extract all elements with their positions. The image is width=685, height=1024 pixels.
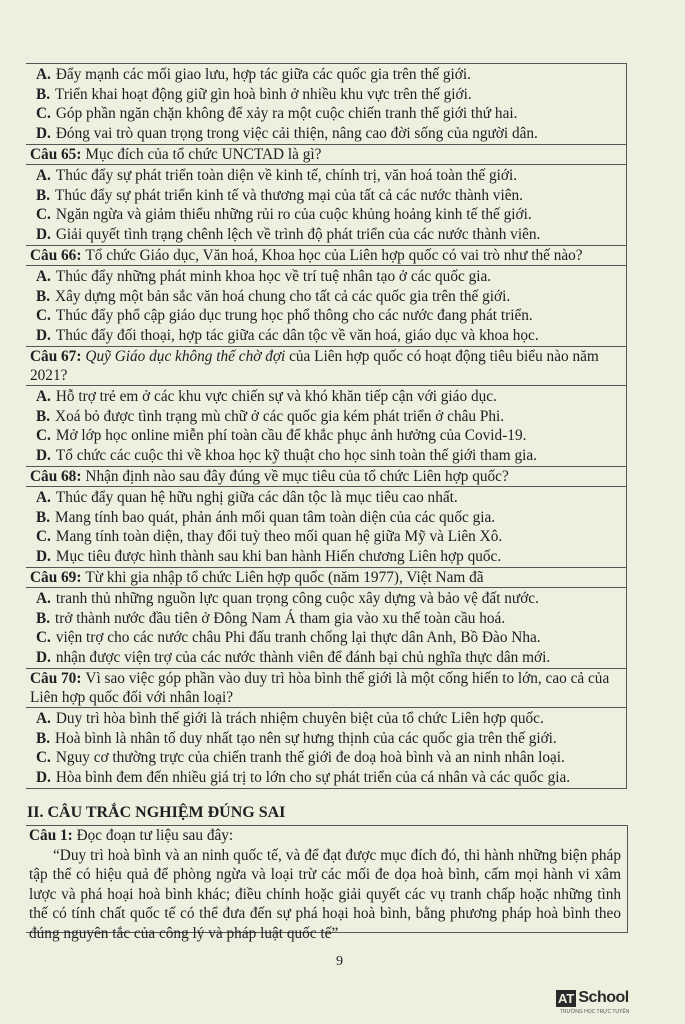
options-group [26,386,626,467]
option-letter: D. [36,446,51,464]
options-group [26,487,626,568]
logo-name: School [578,989,629,1006]
option-text: Thúc đẩy những phát minh khoa học về trí tuệ nhân tạo ở các quốc gia. [55,268,492,285]
answer-option [36,446,626,466]
answer-option [36,287,626,307]
option-text: Thúc đẩy đối thoại, hợp tác giữa các dân tộc về văn hoá, giáo dục và khoa học. [55,326,539,344]
option-text: Xây dựng một bản sắc văn hoá chung cho tất cả các quốc gia trên thế giới. [55,287,511,305]
question-row [26,568,626,588]
answer-option [36,547,626,567]
option-letter: D. [36,648,51,666]
question-label: Câu 65: [30,146,82,163]
option-text: Góp phần ngăn chặn không để xảy ra một cuộc chiến tranh thế giới thứ hai. [55,105,518,122]
option-text: Mở lớp học online miễn phí toàn cầu để khắc phục ảnh hưởng của Covid-19. [55,427,527,444]
option-text: Thúc đẩy sự phát triển toàn diện về kinh tế, chính trị, văn hoá toàn thế giới. [55,167,518,184]
option-text: viện trợ cho các nước châu Phi đấu tranh chống lại thực dân Anh, Bồ Đào Nha. [55,629,541,646]
answer-option [36,426,626,446]
option-letter: C. [36,749,51,766]
answer-option [36,709,626,729]
option-text: Nguy cơ thường trực của chiến tranh thế giới đe doạ hoà bình và an ninh nhân loại. [55,749,565,766]
option-text: nhận được viện trợ của các nước thành viên để đánh bại chủ nghĩa thực dân mới. [55,648,551,666]
option-letter: C. [36,206,51,223]
answer-option [36,225,626,245]
answer-option [36,166,626,186]
option-letter: D. [36,547,51,565]
option-letter: A. [36,590,51,607]
option-text: Mang tính toàn diện, thay đổi tuỳ theo mối quan hệ giữa Mỹ và Liên Xô. [55,528,503,545]
answer-option [36,104,626,124]
options-group [26,708,626,789]
option-letter: C. [36,629,51,646]
answer-option [36,508,626,528]
option-text: Mang tính bao quát, phản ánh mối quan tâm toàn diện của các quốc gia. [55,508,496,526]
option-letter: C. [36,105,51,122]
answer-option [36,85,626,105]
question-row [26,145,626,165]
question-label: Câu 1: [29,827,73,844]
option-letter: A. [36,167,51,184]
option-letter: D. [36,326,51,344]
question-text: Tổ chức Giáo dục, Văn hoá, Khoa học của Liên hợp quốc có vai trò như thế nào? [85,247,583,264]
option-letter: A. [36,268,51,285]
question-text: Mục đích của tổ chức UNCTAD là gì? [85,146,322,163]
options-group [26,588,626,669]
answer-option [36,748,626,768]
option-letter: D. [36,225,51,243]
option-text: Thúc đẩy sự phát triển kinh tế và thương mại của tất cả các nước thành viên. [55,186,523,204]
option-text: Tổ chức các cuộc thi về khoa học kỹ thuật cho học sinh toàn thế giới tham gia. [55,446,537,464]
option-letter: B. [36,85,51,103]
option-letter: B. [36,609,51,627]
question-row [26,246,626,266]
option-text: Hòa bình đem đến nhiều giá trị to lớn cho sự phát triển của cá nhân và các quốc gia. [55,768,571,786]
question-label: Câu 68: [30,468,82,485]
answer-option [36,729,626,749]
question-label: Câu 70: [30,670,82,687]
option-letter: A. [36,710,51,727]
page-number: 9 [336,954,343,969]
question-row [26,669,626,708]
option-letter: C. [36,528,51,545]
option-letter: B. [36,186,51,204]
answer-option [36,589,626,609]
source-box [26,825,628,942]
question-1 [29,826,627,846]
option-letter: B. [36,729,51,747]
options-group [26,266,626,347]
answer-option [36,326,626,346]
option-letter: D. [36,768,51,786]
answer-option [36,628,626,648]
answer-option [36,407,626,427]
answer-option [36,527,626,547]
question-italic-title: Quỹ Giáo dục không thể chờ đợi [85,348,286,365]
answer-option [36,65,626,85]
question-text: Từ khi gia nhập tổ chức Liên hợp quốc (năm 1977), Việt Nam đã [85,569,484,586]
option-text: Hỗ trợ trẻ em ở các khu vực chiến sự và khó khăn tiếp cận với giáo dục. [55,388,497,405]
option-letter: B. [36,287,51,305]
option-text: Xoá bỏ được tình trạng mù chữ ở các quốc gia kém phát triển ở châu Phi. [55,407,505,425]
option-text: Giải quyết tình trạng chênh lệch về trình độ phát triển của các nước thành viên. [55,225,541,243]
logo-tagline: TRƯỜNG HỌC TRỰC TUYẾN [560,1009,630,1015]
atschool-logo [556,989,630,1015]
option-letter: A. [36,489,51,506]
option-letter: A. [36,388,51,405]
answer-option [36,768,626,788]
question-label: Câu 66: [30,247,82,264]
answer-option [36,609,626,629]
option-letter: B. [36,407,51,425]
answer-option [36,648,626,668]
answer-option [36,124,626,144]
source-quote: “Duy trì hoà bình và an ninh quốc tế, và để đạt được mục đích đó, thi hành những biện pháp tập thể có hiệu quả để phòng ngừa và loại trừ các mối đe dọa hoà bình, cấm mọi hành vi xâm lược và phá hoại hoà bình khác; điều chỉnh hoặc giải quyết các vụ tranh chấp hoặc những tình thế có tính chất quốc tế có thể đưa đến sự phá hoại hoà bình, bằng phương pháp hoà bình theo đúng nguyên tắc của công lý và pháp luật quốc tế” [29,846,621,942]
answer-option [36,267,626,287]
questions-table [26,63,627,789]
option-text: Đẩy mạnh các mối giao lưu, hợp tác giữa các quốc gia trên thế giới. [55,66,471,83]
answer-option [36,205,626,225]
option-letter: A. [36,66,51,83]
question-row [26,347,626,386]
options-group [26,64,626,145]
option-text: Thúc đẩy phổ cập giáo dục trung học phổ thông cho các nước đang phát triển. [55,307,533,324]
answer-option [36,306,626,326]
option-text: Triển khai hoạt động giữ gìn hoà bình ở nhiều khu vực trên thế giới. [55,85,472,103]
section-title: II. CÂU TRẮC NGHIỆM ĐÚNG SAI [27,804,286,821]
answer-option [36,488,626,508]
option-text: Đóng vai trò quan trọng trong việc cải thiện, nâng cao đời sống của người dân. [55,124,538,142]
option-text: Ngăn ngừa và giảm thiểu những rủi ro của cuộc khủng hoảng kinh tế thế giới. [55,206,532,223]
answer-option [36,387,626,407]
option-letter: C. [36,427,51,444]
option-text: Thúc đẩy quan hệ hữu nghị giữa các dân tộc là mục tiêu cao nhất. [55,489,458,506]
option-text: tranh thủ những nguồn lực quan trọng công cuộc xây dựng và bảo vệ đất nước. [55,590,539,607]
option-letter: B. [36,508,51,526]
question-text: của Liên hợp quốc có hoạt động tiêu biểu nào năm 2021? [30,348,599,384]
option-text: Hoà bình là nhân tố duy nhất tạo nên sự hưng thịnh của các quốc gia trên thế giới. [55,729,557,747]
question-text: Nhận định nào sau đây đúng về mục tiêu của tổ chức Liên hợp quốc? [85,468,509,485]
options-group [26,165,626,246]
option-letter: D. [36,124,51,142]
question-text: Đọc đoạn tư liệu sau đây: [76,827,234,844]
answer-option [36,186,626,206]
logo-mark: AT [558,990,575,1006]
option-letter: C. [36,307,51,324]
question-label: Câu 69: [30,569,82,586]
option-text: trở thành nước đầu tiên ở Đông Nam Á tham gia vào xu thế toàn cầu hoá. [55,609,506,627]
question-row [26,467,626,487]
question-label: Câu 67: [30,348,82,365]
question-text: Vì sao việc góp phần vào duy trì hòa bình thế giới là một cống hiến to lớn, cao cả của Liên hợp quốc đối với nhân loại? [30,670,610,706]
option-text: Mục tiêu được hình thành sau khi ban hành Hiến chương Liên hợp quốc. [55,547,502,565]
option-text: Duy trì hòa bình thế giới là trách nhiệm chuyên biệt của tổ chức Liên hợp quốc. [55,710,544,727]
